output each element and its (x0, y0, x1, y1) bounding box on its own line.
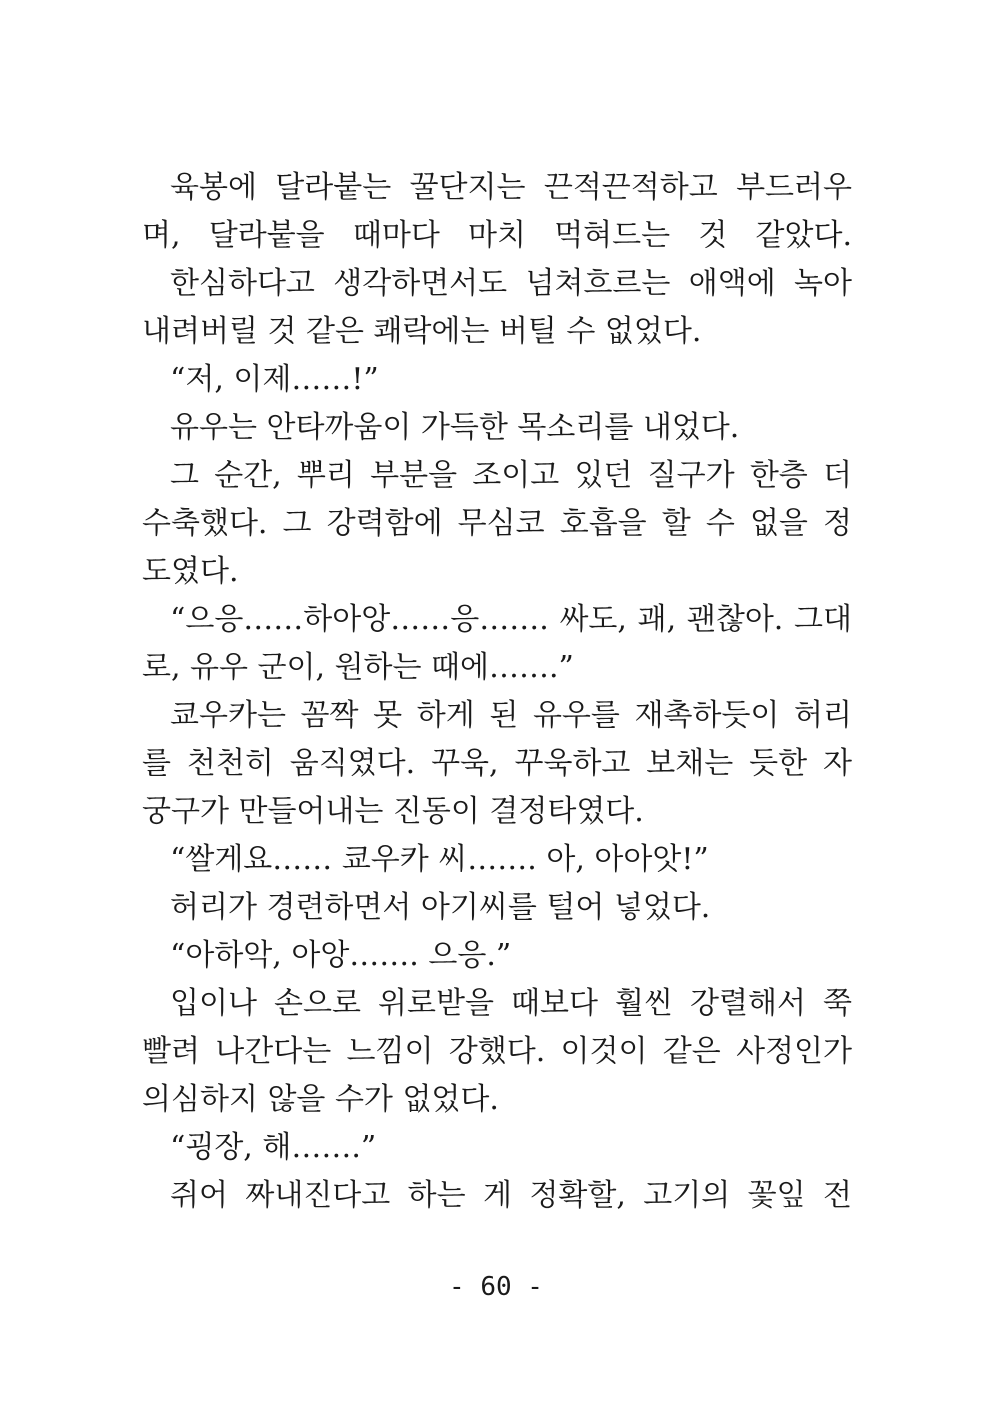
text-line: 며, 달라붙을 때마다 마치 먹혀드는 것 같았다. (142, 218, 852, 253)
text-line: 입이나 손으로 위로받을 때보다 훨씬 강렬해서 쭉 (170, 986, 852, 1021)
text-line: “굉장, 해…….” (170, 1130, 377, 1165)
text-line: 도였다. (142, 554, 239, 589)
text-line: 육봉에 달라붙는 꿀단지는 끈적끈적하고 부드러우 (170, 170, 852, 205)
text-line: 한심하다고 생각하면서도 넘쳐흐르는 애액에 녹아 (170, 266, 852, 301)
text-line: 궁구가 만들어내는 진동이 결정타였다. (142, 794, 644, 829)
text-line: 로, 유우 군이, 원하는 때에…….” (142, 650, 574, 685)
text-line: 쿄우카는 꼼짝 못 하게 된 유우를 재촉하듯이 허리 (170, 698, 852, 733)
text-line: 내려버릴 것 같은 쾌락에는 버틸 수 없었다. (142, 314, 702, 349)
text-line: 그 순간, 뿌리 부분을 조이고 있던 질구가 한층 더 (170, 458, 852, 493)
page-number: - 60 - (449, 1272, 543, 1302)
text-line: “으응……하아앙……응……. 싸도, 괘, 괜찮아. 그대 (170, 602, 852, 637)
text-line: 허리가 경련하면서 아기씨를 털어 넣었다. (170, 890, 711, 925)
text-line: 를 천천히 움직였다. 꾸욱, 꾸욱하고 보채는 듯한 자 (142, 746, 852, 781)
text-line: “아하악, 아앙……. 으응.” (170, 938, 512, 973)
text-line: 수축했다. 그 강력함에 무심코 호흡을 할 수 없을 정 (142, 506, 852, 541)
text-line: “저, 이제……!” (170, 362, 379, 397)
text-line: 의심하지 않을 수가 없었다. (142, 1082, 499, 1117)
text-line: 빨려 나간다는 느낌이 강했다. 이것이 같은 사정인가 (142, 1034, 852, 1069)
text-line: 유우는 안타까움이 가득한 목소리를 내었다. (170, 410, 740, 445)
body-text (142, 164, 852, 1220)
text-line: 쥐어 짜내진다고 하는 게 정확할, 고기의 꽃잎 전 (170, 1178, 852, 1213)
text-line: “쌀게요…… 쿄우카 씨……. 아, 아아앗!” (170, 842, 709, 877)
